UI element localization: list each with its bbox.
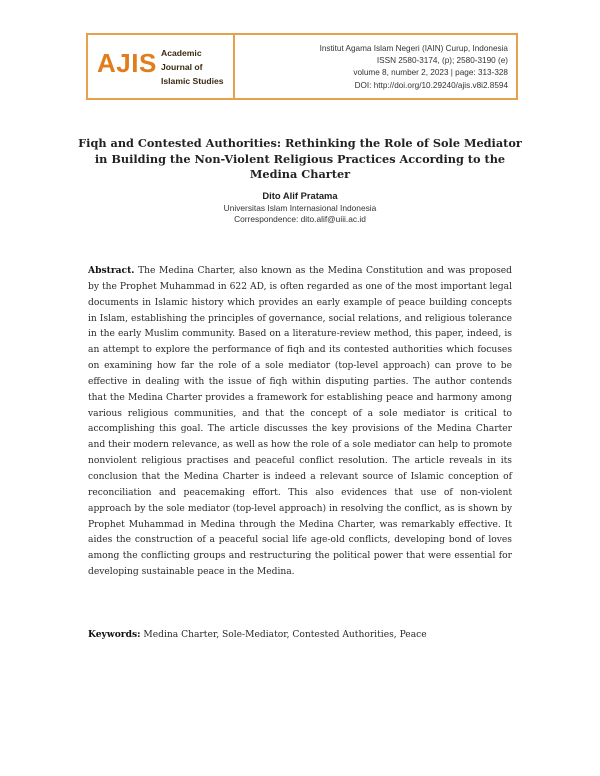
abstract-label: Abstract.: [88, 265, 135, 276]
journal-acronym: AJIS: [97, 48, 157, 78]
keywords: [88, 627, 512, 643]
issn-line: ISSN 2580-3174, (p); 2580-3190 (e): [376, 56, 508, 66]
doi-line[interactable]: DOI: http://doi.org/10.29240/ajis.v8i2.8594: [354, 80, 508, 90]
keywords-label: Keywords:: [88, 629, 141, 640]
journal-logo: [88, 35, 235, 98]
keywords-text: Medina Charter, Sole-Mediator, Contested Authorities, Peace: [143, 630, 427, 640]
volume-line: volume 8, number 2, 2023 | page: 313-328: [353, 68, 508, 78]
article-title: Fiqh and Contested Authorities: Rethinking the Role of Sole Mediator in Building the Non-Violent Religious Practices According to the Medina Charter: [78, 136, 522, 181]
journal-name: [161, 46, 233, 88]
journal-name-line: Journal of: [161, 62, 203, 72]
journal-name-line: Islamic Studies: [161, 76, 224, 86]
author-affiliation: Universitas Islam Internasional Indonesia: [223, 203, 377, 213]
abstract-text: The Medina Charter, also known as the Medina Constitution and was proposed by the Prophet Muhammad in 622 AD, is often regarded as one of the most important legal documents in Islamic history which provides an early example of peace building concepts in Islam, establishing the principles of governance, social relations, and religious tolerance in the early Muslim community. Based on a literature-review method, this paper, indeed, is an attempt to explore the performance of fiqh and its contested authorities which focuses on examining how far the role of a sole mediator (top-level approach) can prove to be effective in dealing with the issue of fiqh within disputing parties. The author contends that the Medina Charter provides a framework for establishing peace and harmony among various religious communities, and that the concept of a sole mediator is critical to accomplishing this goal. The article discusses the key provisions of the Medina Charter and their modern relevance, as well as how the role of a sole mediator can help to promote nonviolent religious practises and peaceful conflict resolution. The article reveals in its conclusion that the Medina Charter is indeed a relevant source of Islamic conception of reconciliation and peacemaking effort. This also evidences that use of non-violent approach by the sole mediator (top-level approach) in resolving the conflict, as is shown by Prophet Muhammad in Medina through the Medina Charter, was remarkably effective. It aides the construction of a peaceful social life age-old conflicts, developing bond of loves among the conflicting groups and restructuring the political power that were essential for developing sustainable peace in the Medina.: [88, 266, 512, 578]
journal-metadata: [258, 43, 508, 92]
correspondence-email[interactable]: Correspondence: dito.alif@uiii.ac.id: [234, 214, 366, 224]
institution-line: Institut Agama Islam Negeri (IAIN) Curup, Indonesia: [319, 44, 508, 53]
journal-name-line: Academic: [161, 48, 202, 58]
author-name: Dito Alif Pratama: [262, 190, 338, 201]
abstract: [88, 263, 512, 581]
journal-header: [86, 33, 518, 100]
